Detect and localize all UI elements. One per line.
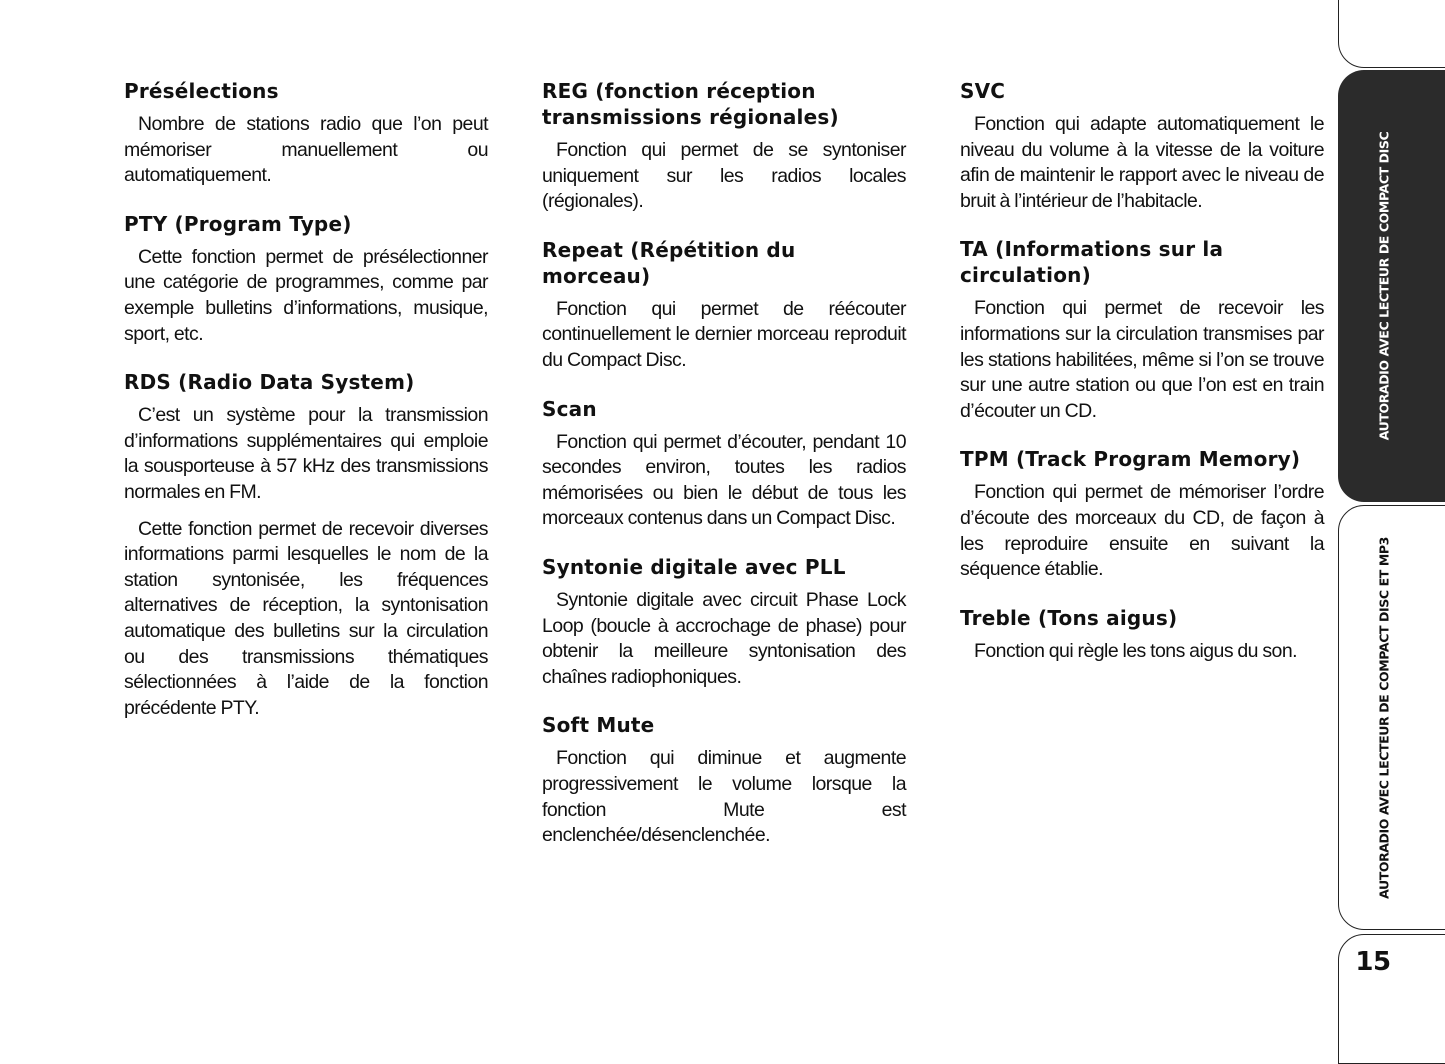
section-paragraph: Cette fonction permet de présélectionner une catégorie de programmes, comme par exemple bulletins d’informations, musique, sport, etc. bbox=[124, 245, 488, 345]
section-heading: REG (fonction réception transmissions régionales) bbox=[542, 79, 839, 129]
column-1 bbox=[124, 78, 488, 743]
section-heading: SVC bbox=[960, 79, 1006, 103]
section-heading: Présélections bbox=[124, 79, 279, 103]
section-heading: Treble (Tons aigus) bbox=[960, 605, 1178, 630]
section-preselections bbox=[124, 78, 488, 189]
section-paragraph: Cette fonction permet de recevoir diverses informations parmi lesquelles le nom de la station syntonisée, les fréquences alternatives de réception, la syntonisation automatique des bulletins sur la circulation ou des transmissions thématiques sélectionnées à l’aide de la fonction précédente PTY. bbox=[124, 517, 488, 719]
chapter-tab-label: AUTORADIO AVEC LECTEUR DE COMPACT DISC ET MP3 bbox=[1376, 536, 1392, 899]
section-treble bbox=[960, 605, 1324, 665]
section-paragraph: Fonction qui règle les tons aigus du son. bbox=[974, 639, 1297, 662]
section-paragraph: Syntonie digitale avec circuit Phase Lock Loop (boucle à accrochage de phase) pour obtenir la meilleure syntonisation des chaînes radiophoniques. bbox=[542, 588, 906, 688]
tab-top-outline bbox=[1338, 0, 1445, 68]
section-pty bbox=[124, 211, 488, 347]
section-reg bbox=[542, 78, 906, 215]
section-heading: Syntonie digitale avec PLL bbox=[542, 554, 846, 579]
column-3 bbox=[960, 78, 1324, 686]
section-rds bbox=[124, 369, 488, 721]
chapter-tab-inactive[interactable] bbox=[1338, 505, 1445, 930]
section-paragraph: Fonction qui permet de se syntoniser uniquement sur les radios locales (régionales). bbox=[542, 139, 906, 213]
section-tpm bbox=[960, 446, 1324, 582]
section-paragraph: Fonction qui permet de mémoriser l’ordre d’écoute des morceaux du CD, de façon à les reproduire ensuite en suivant la séquence établie. bbox=[960, 481, 1324, 581]
section-paragraph: Fonction qui permet d’écouter, pendant 10 secondes environ, toutes les radios mémorisées ou bien le début de tous les morceaux contenus dans un Compact Disc. bbox=[542, 430, 906, 530]
section-scan bbox=[542, 396, 906, 532]
section-syntonie-pll bbox=[542, 554, 906, 690]
section-heading: Soft Mute bbox=[542, 713, 655, 738]
page-number-tab bbox=[1338, 934, 1445, 1064]
chapter-tab-strip bbox=[1338, 0, 1445, 1037]
section-ta bbox=[960, 236, 1324, 424]
section-paragraph: Fonction qui permet de réécouter continuellement le dernier morceau reproduit du Compact Disc. bbox=[542, 297, 906, 371]
section-svc bbox=[960, 78, 1324, 214]
section-paragraph: Fonction qui permet de recevoir les informations sur la circulation transmises par les stations habilitées, même si l’on se trouve sur une autre station ou que l’on est en train d’écouter un CD. bbox=[960, 297, 1324, 422]
section-paragraph: Nombre de stations radio que l’on peut mémoriser manuellement ou automatiquement. bbox=[124, 113, 488, 187]
column-2 bbox=[542, 78, 906, 871]
section-heading: TA (Informations sur la circulation) bbox=[960, 237, 1224, 288]
section-paragraph: C’est un système pour la transmission d’informations supplémentaires qui emploie la sousporteuse à 57 kHz des transmissions normales en FM. bbox=[124, 404, 488, 503]
section-paragraph: Fonction qui adapte automatiquement le niveau du volume à la vitesse de la voiture afin de maintenir le rapport avec le niveau de bruit à l’intérieur de l’habitacle. bbox=[960, 113, 1324, 212]
section-heading: TPM (Track Program Memory) bbox=[960, 447, 1301, 472]
section-paragraph: Fonction qui diminue et augmente progressivement le volume lorsque la fonction Mute est enclenchée/désenclenchée. bbox=[542, 747, 906, 847]
section-heading: RDS (Radio Data System) bbox=[124, 370, 415, 395]
page-number: 15 bbox=[1355, 947, 1391, 977]
section-soft-mute bbox=[542, 712, 906, 848]
section-heading: PTY (Program Type) bbox=[124, 211, 352, 236]
chapter-tab-active[interactable] bbox=[1338, 70, 1445, 502]
chapter-tab-label: AUTORADIO AVEC LECTEUR DE COMPACT DISC bbox=[1376, 131, 1392, 441]
section-heading: Repeat (Répétition du morceau) bbox=[542, 237, 796, 288]
section-heading: Scan bbox=[542, 396, 597, 421]
section-repeat bbox=[542, 237, 906, 374]
